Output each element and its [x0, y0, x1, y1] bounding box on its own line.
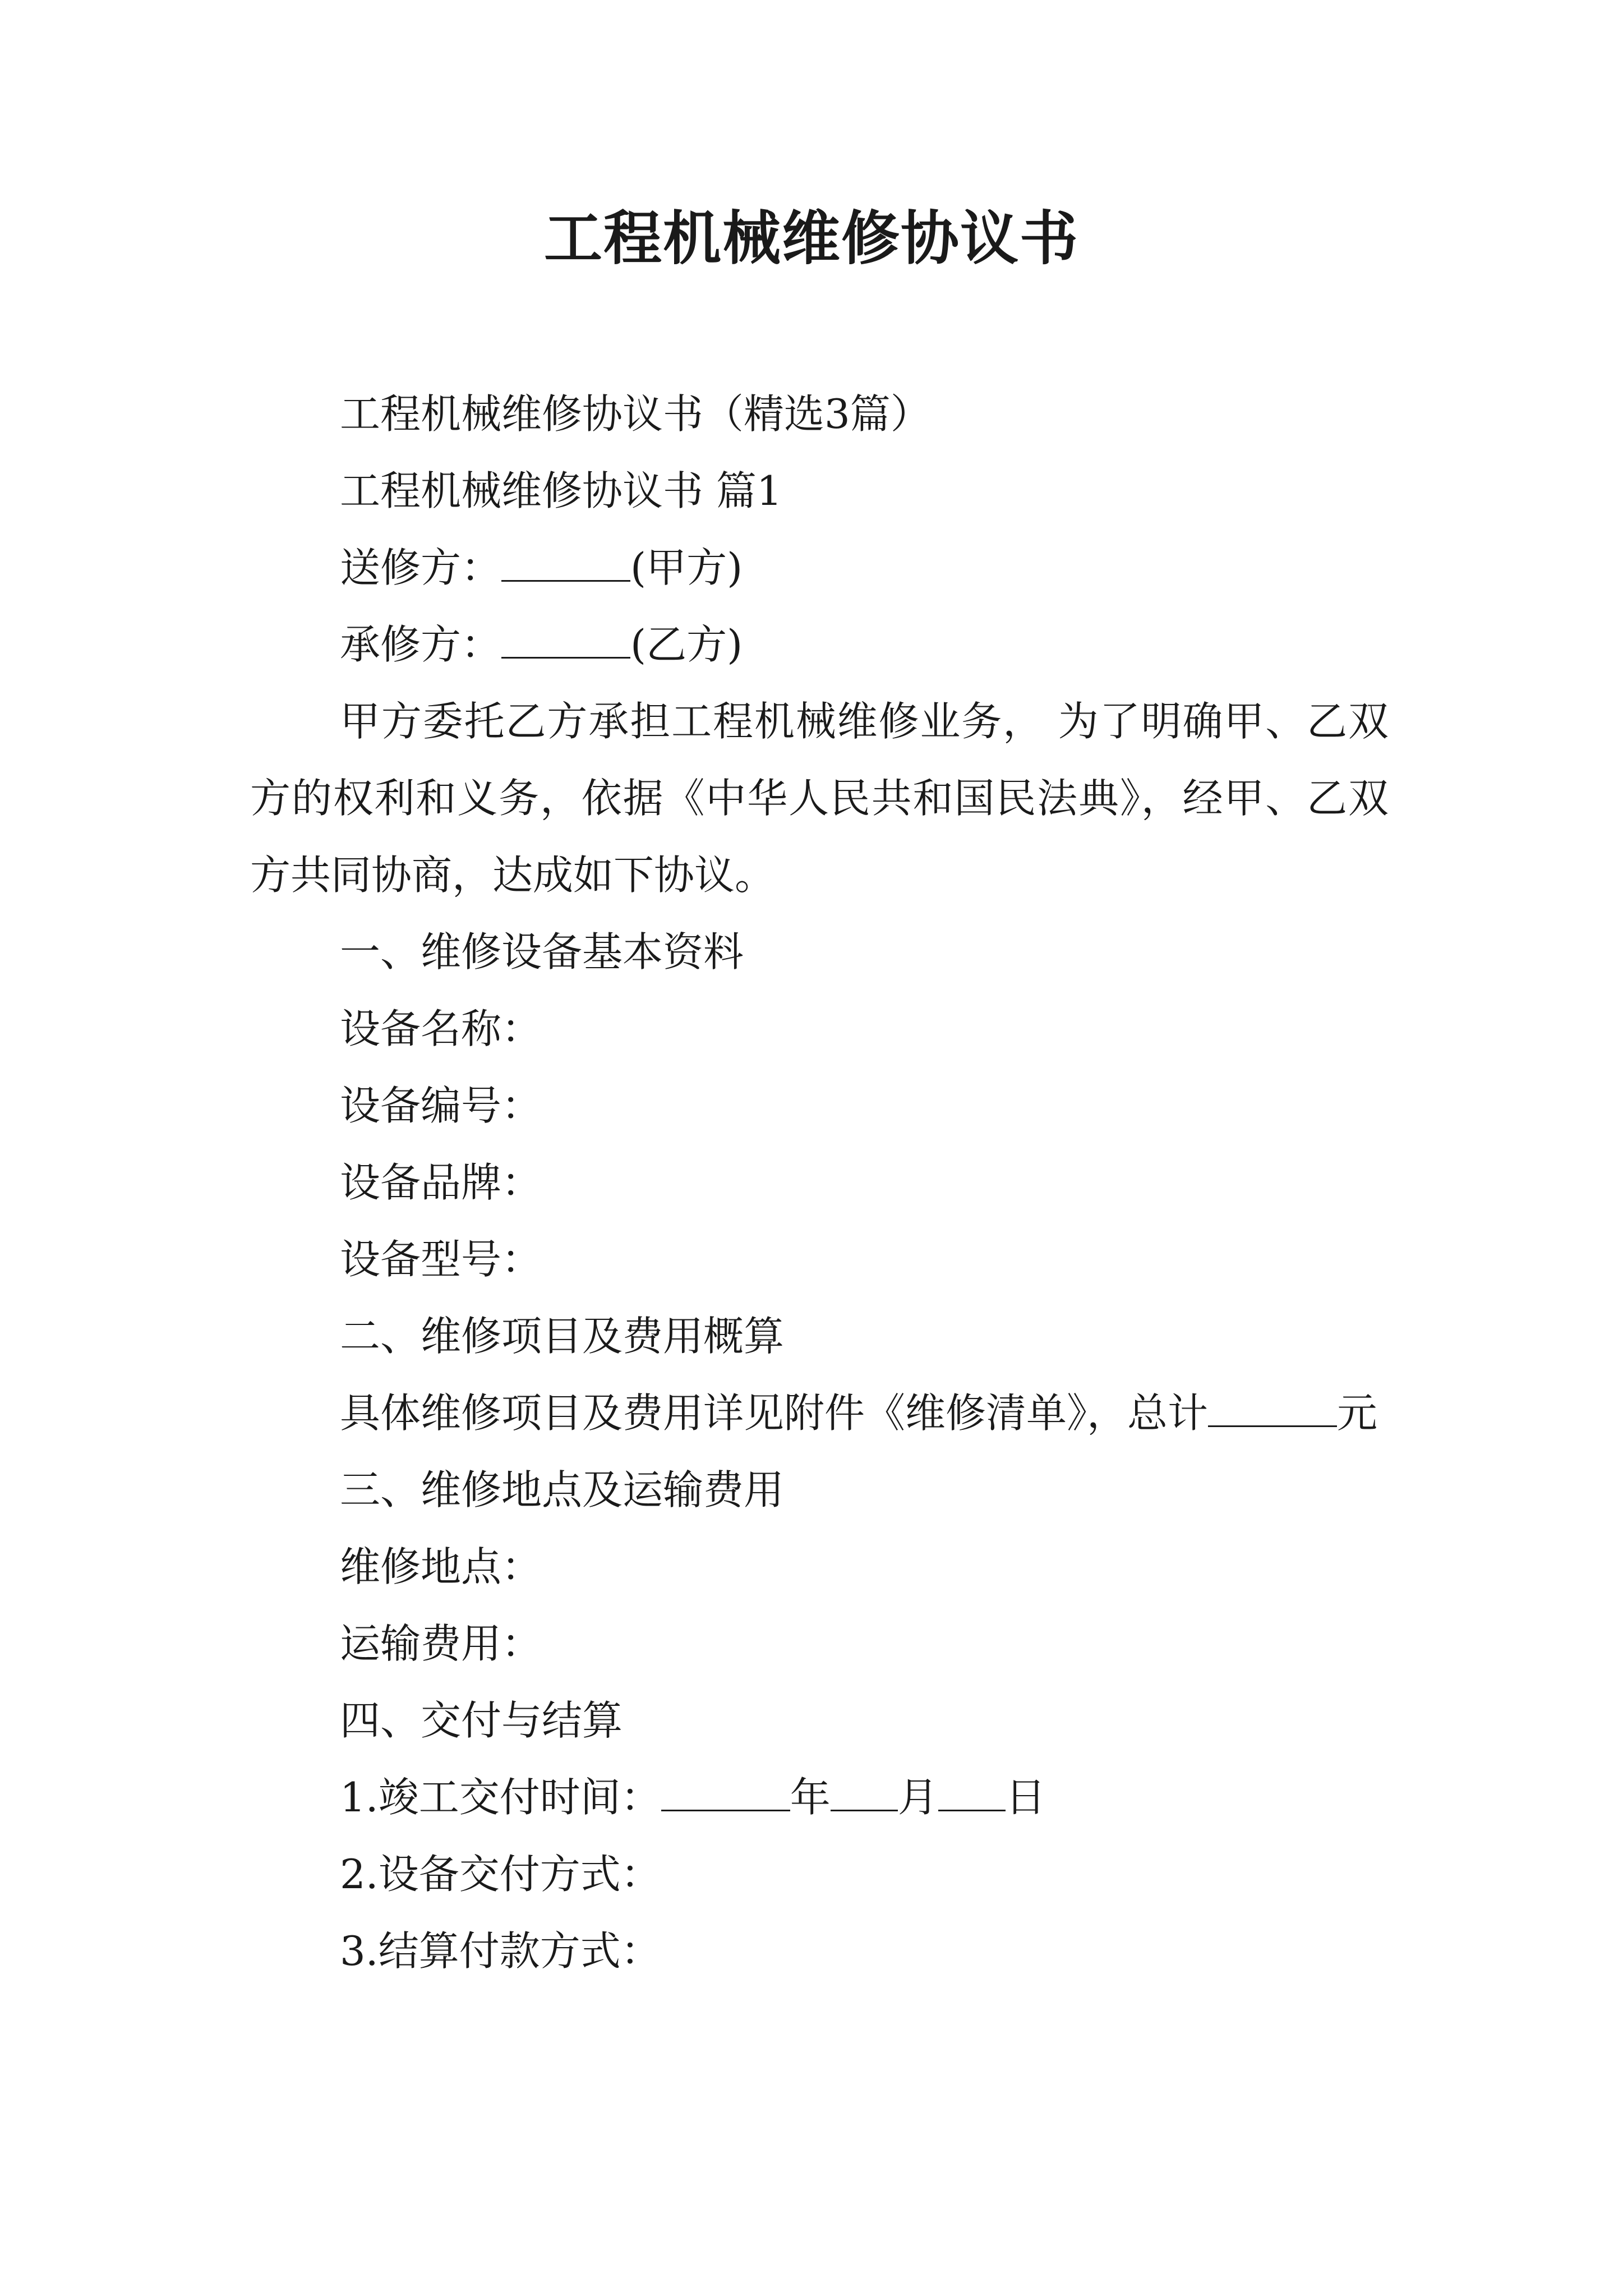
repairer-label: 承修方： [340, 621, 502, 668]
repairer-blank [501, 623, 630, 659]
delivery-method: 2.设备交付方式： [340, 1851, 661, 1898]
section-4-heading: 四、交付与结算 [340, 1697, 623, 1744]
part-heading: 工程机械维修协议书 篇1 [340, 467, 782, 514]
payment-method: 3.结算付款方式： [340, 1927, 661, 1975]
repairer-suffix: (乙方) [630, 621, 743, 668]
year-label: 年 [790, 1774, 831, 1821]
sender-label: 送修方： [340, 544, 502, 591]
document-body [250, 376, 1389, 1990]
delivery-time-label: 1.竣工交付时间： [340, 1774, 661, 1821]
document-title: 工程机械维修协议书 [543, 204, 1079, 273]
cost-text: 具体维修项目及费用详见附件《维修清单》，总计 [340, 1389, 1209, 1437]
equipment-model: 设备型号： [340, 1236, 542, 1283]
section-2-heading: 二、维修项目及费用概算 [340, 1313, 785, 1360]
section-3-heading: 三、维修地点及运输费用 [340, 1466, 785, 1513]
sender-line [250, 530, 1389, 606]
sender-blank [501, 546, 630, 582]
day-blank [938, 1776, 1006, 1811]
repair-location: 维修地点： [340, 1543, 542, 1590]
equipment-brand: 设备品牌： [340, 1159, 542, 1206]
section-1-heading: 一、维修设备基本资料 [340, 928, 744, 976]
repairer-line [250, 606, 1389, 683]
cost-unit: 元 [1337, 1389, 1378, 1437]
cost-paragraph [250, 1375, 1389, 1452]
subtitle: 工程机械维修协议书（精选3篇） [340, 390, 931, 438]
intro-paragraph: 甲方委托乙方承担工程机械维修业务， 为了明确甲、乙双方的权利和义务，依据《中华人民共和国民法典》，经甲、乙双方共同协商，达成如下协议。 [250, 698, 1389, 899]
delivery-time-line [250, 1759, 1389, 1836]
sender-suffix: (甲方) [630, 544, 743, 591]
day-label: 日 [1005, 1774, 1046, 1821]
equipment-number: 设备编号： [340, 1082, 542, 1129]
transport-cost: 运输费用： [340, 1620, 542, 1667]
month-label: 月 [897, 1774, 938, 1821]
equipment-name: 设备名称： [340, 1005, 542, 1052]
month-blank [831, 1776, 898, 1811]
cost-blank [1208, 1392, 1337, 1427]
year-blank [661, 1776, 790, 1811]
